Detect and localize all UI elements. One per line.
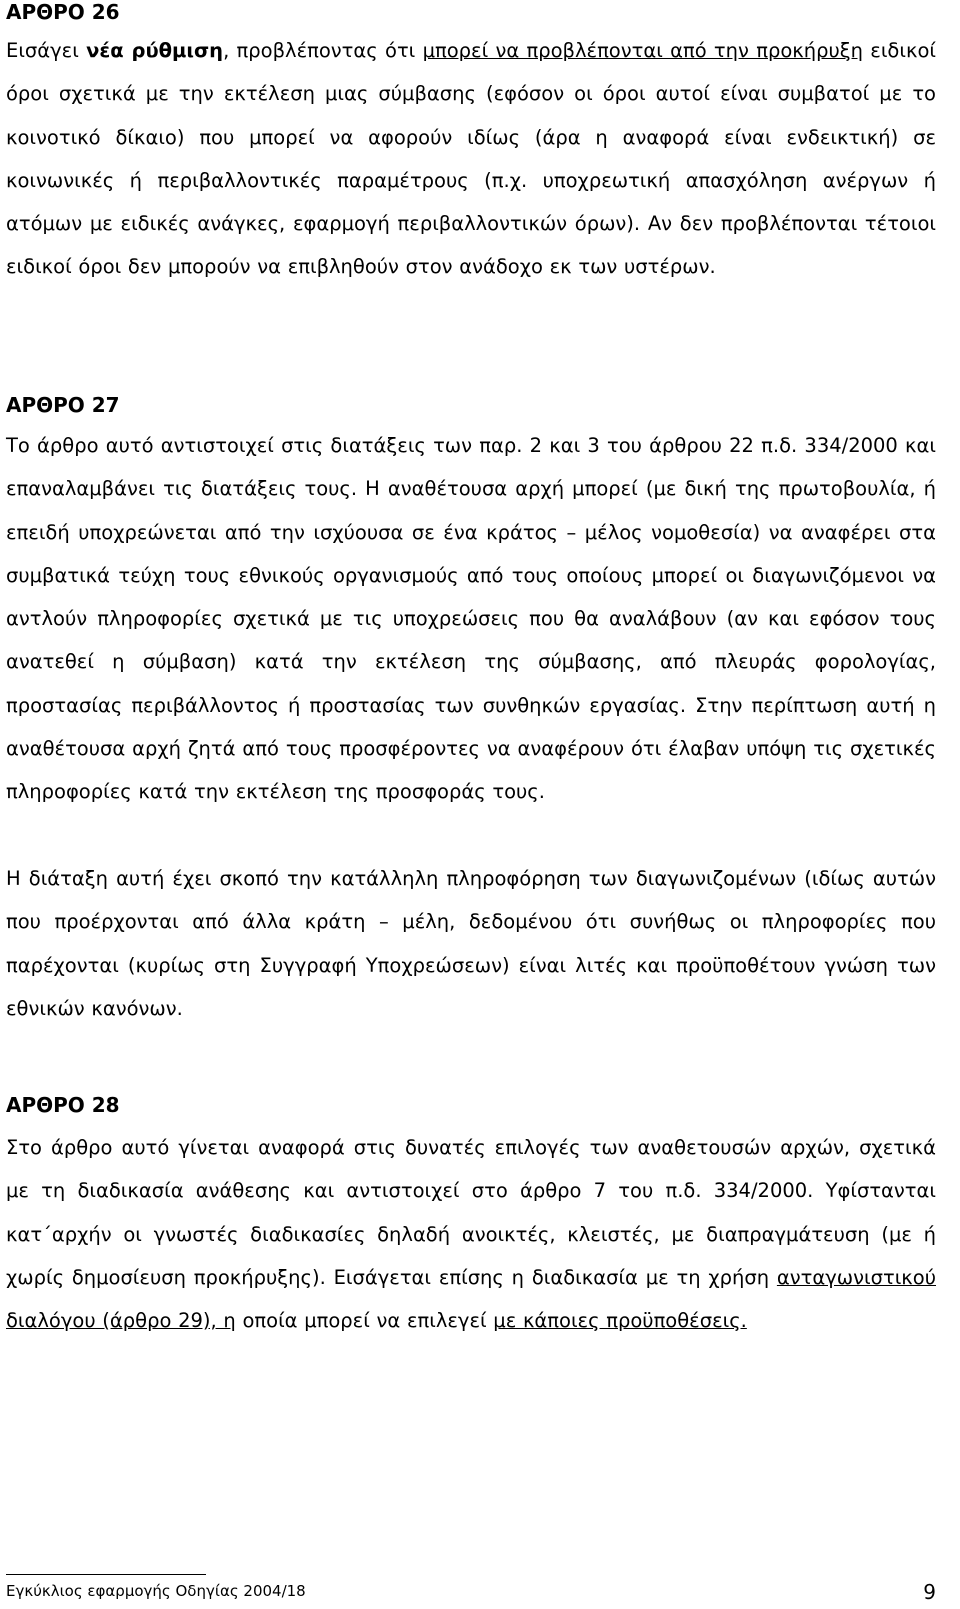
underlined-text: μπορεί να προβλέπονται από την προκήρυξη xyxy=(422,39,863,62)
article-28-paragraph xyxy=(6,1126,936,1342)
underlined-text: ανταγωνιστικού διαλόγου (άρθρο 29), η xyxy=(6,1265,936,1333)
page-number: 9 xyxy=(923,1580,936,1604)
article-27-heading: ΑΡΘΡΟ 27 xyxy=(6,393,120,417)
text-run: Στο άρθρο αυτό γίνεται αναφορά στις δυνατές επιλογές των αναθετουσών αρχών, σχετικά με τη διαδικασία ανάθεσης και αντιστοιχεί στο άρθρο 7 του π.δ. 334/2000. Υφίστανται κατ΄αρχήν οι γνωστές διαδικασίες δηλαδή ανοικτές, κλειστές, με διαπραγμάτευση (με ή χωρίς δημοσίευση προκήρυξης). Εισάγεται επίσης η διαδικασία με τη χρήση xyxy=(6,1136,936,1289)
footer-divider xyxy=(6,1574,206,1575)
article-26-paragraph xyxy=(6,29,936,289)
article-26-heading: ΑΡΘΡΟ 26 xyxy=(6,0,120,24)
text-run: , προβλέποντας ότι xyxy=(223,39,423,62)
article-27-paragraph-2: Η διάταξη αυτή έχει σκοπό την κατάλληλη πληροφόρηση των διαγωνιζομένων (ιδίως αυτών που προέρχονται από άλλα κράτη – μέλη, δεδομένου ότι συνήθως οι πληροφορίες που παρέχονται (κυρίως στη Συγγραφή Υποχρεώσεων) είναι λιτές και προϋποθέτουν γνώση των εθνικών κανόνων. xyxy=(6,867,936,1020)
bold-text: νέα ρύθμιση xyxy=(86,39,224,62)
text-run: Εισάγει xyxy=(6,39,87,62)
text-run: οποία μπορεί να επιλεγεί xyxy=(235,1309,494,1333)
article-28-heading: ΑΡΘΡΟ 28 xyxy=(6,1093,120,1117)
footer-text: Εγκύκλιος εφαρμογής Οδηγίας 2004/18 xyxy=(6,1582,306,1600)
underlined-text: με κάποιες προϋποθέσεις. xyxy=(493,1309,747,1333)
text-run: ειδικοί όροι σχετικά με την εκτέλεση μιας σύμβασης (εφόσον οι όροι αυτοί είναι συμβατοί με το κοινοτικό δίκαιο) που μπορεί να αφορούν ιδίως (άρα η αναφορά είναι ενδεικτική) σε κοινωνικές ή περιβαλλοντικές παραμέτρους (π.χ. υποχρεωτική απασχόληση ανέργων ή ατόμων με ειδικές ανάγκες, εφαρμογή περιβαλλοντικών όρων). Αν δεν προβλέπονται τέτοιοι ειδικοί όροι δεν μπορούν να επιβληθούν στον ανάδοχο εκ των υστέρων. xyxy=(6,39,936,279)
article-27-paragraph-1: Το άρθρο αυτό αντιστοιχεί στις διατάξεις των παρ. 2 και 3 του άρθρου 22 π.δ. 334/2000 και επαναλαμβάνει τις διατάξεις τους. Η αναθέτουσα αρχή μπορεί (με δική της πρωτοβουλία, ή επειδή υποχρεώνεται από την ισχύουσα σε ένα κράτος – μέλος νομοθεσία) να αναφέρει στα συμβατικά τεύχη τους εθνικούς οργανισμούς από τους οποίους μπορεί οι διαγωνιζόμενοι να αντλούν πληροφορίες σχετικά με τις υποχρεώσεις που θα αναλάβουν (αν και εφόσον τους ανατεθεί η σύμβαση) κατά την εκτέλεση της σύμβασης, από πλευράς φορολογίας, προστασίας περιβάλλοντος ή προστασίας των συνθηκών εργασίας. Στην περίπτωση αυτή η αναθέτουσα αρχή ζητά από τους προσφέροντες να αναφέρουν ότι έλαβαν υπόψη τις σχετικές πληροφορίες κατά την εκτέλεση της προσφοράς τους. xyxy=(6,434,936,804)
